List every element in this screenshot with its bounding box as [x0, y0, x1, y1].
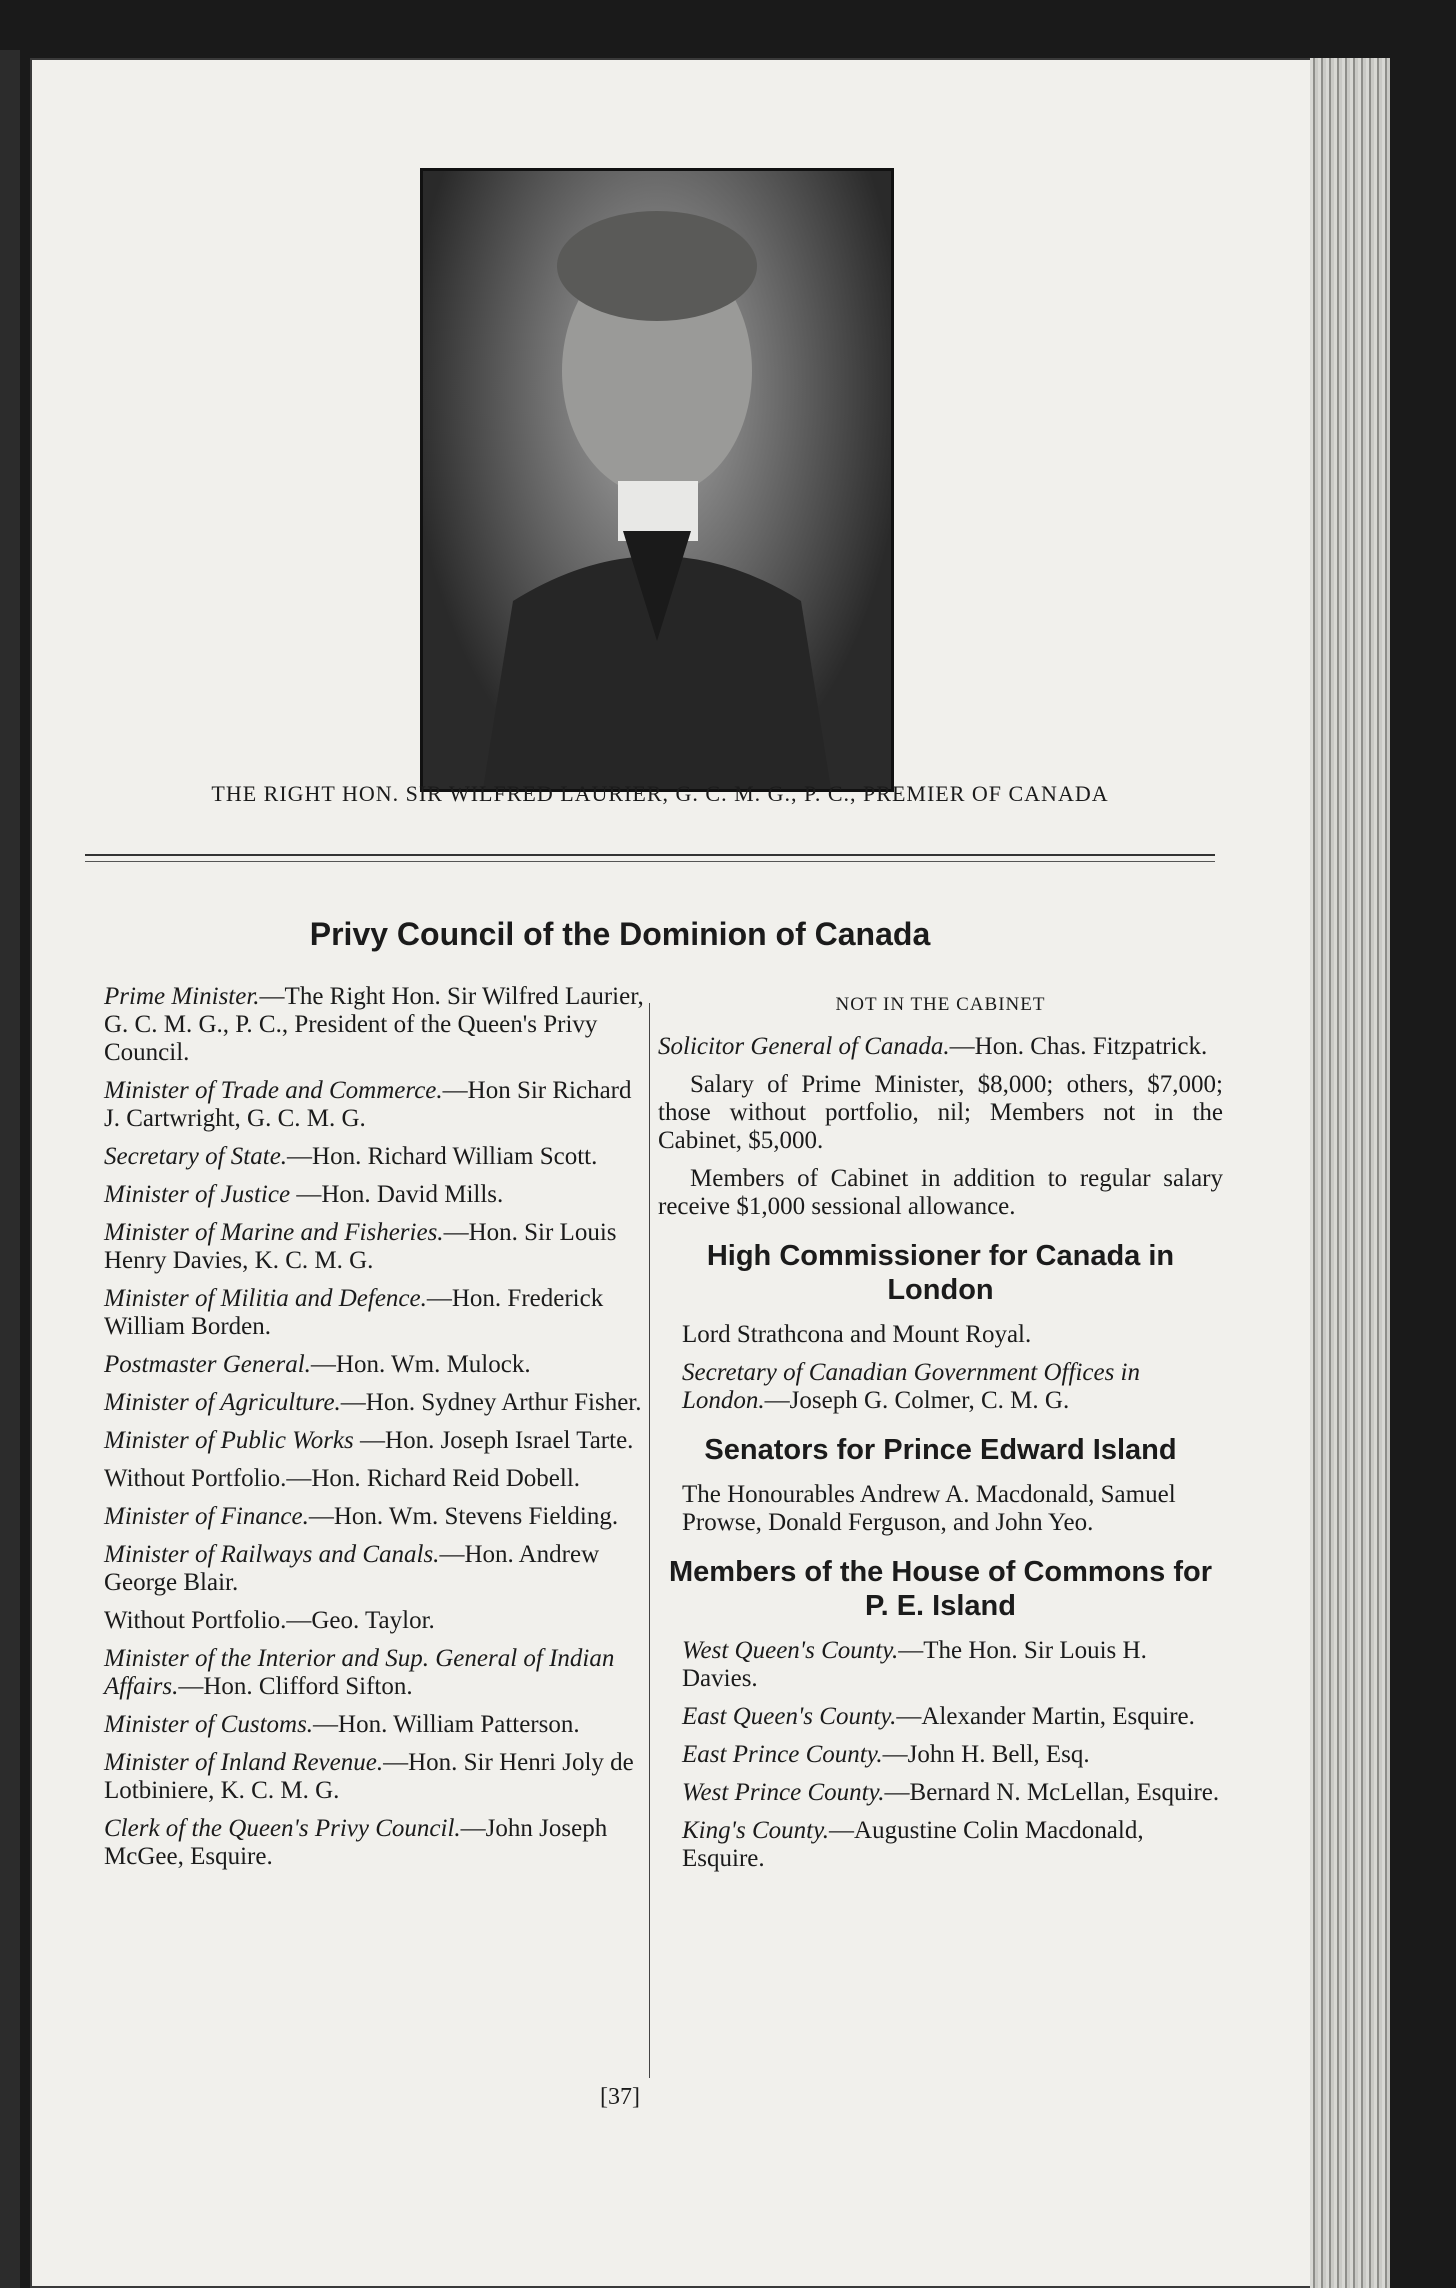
secretary-offices-entry: Secretary of Canadian Government Offices in London.—Joseph G. Colmer, C. M. G. [682, 1359, 1141, 1414]
commons-entry [658, 1637, 1223, 1693]
council-entry-text: —Hon. Frederick William Borden. [104, 1285, 604, 1340]
commons-entry [658, 1703, 1223, 1731]
council-entry [80, 1285, 645, 1341]
council-entry-text: —Hon. Sydney Arthur Fisher. [340, 1389, 642, 1416]
council-entry-text: —Hon. Joseph Israel Tarte. [353, 1427, 634, 1454]
left-column [80, 983, 645, 1881]
council-entry-role: Minister of Inland Revenue. [104, 1749, 384, 1776]
council-entry-role: Clerk of the Queen's Privy Council. [104, 1815, 461, 1842]
portrait-caption: THE RIGHT HON. SIR WILFRED LAURIER, G. C. M. G., P. C., PREMIER OF CANADA [211, 781, 1109, 806]
book-gutter [0, 50, 20, 2288]
council-entry-text: —Hon. Wm. Mulock. [310, 1351, 531, 1378]
council-entry [80, 1815, 645, 1871]
commons-entry-text: —Augustine Colin Macdonald, Esquire. [682, 1817, 1144, 1872]
council-entry [80, 1427, 645, 1455]
council-entry-text: Without Portfolio.—Hon. Richard Reid Dobell. [104, 1465, 581, 1492]
commons-heading: Members of the House of Commons for P. E. Island [669, 1556, 1212, 1622]
members-paragraph: Members of Cabinet in addition to regular salary receive $1,000 sessional allowance. [658, 1165, 1223, 1220]
council-entry [80, 1645, 645, 1701]
council-entry [80, 1749, 645, 1805]
council-entry-text: —The Right Hon. Sir Wilfred Laurier, G. C. M. G., P. C., President of the Queen's Privy Council. [104, 983, 644, 1066]
page-edges [1310, 58, 1390, 2288]
council-entry-text: Without Portfolio.—Geo. Taylor. [104, 1607, 435, 1634]
council-entry-text: —Hon Sir Richard J. Cartwright, G. C. M. G. [104, 1077, 632, 1132]
council-entry-role: Minister of Militia and Defence. [104, 1285, 427, 1312]
senators-text: The Honourables Andrew A. Macdonald, Samuel Prowse, Donald Ferguson, and John Yeo. [682, 1481, 1176, 1536]
not-in-cabinet-heading: NOT IN THE CABINET [835, 994, 1046, 1015]
council-entry-text: —Hon. Richard William Scott. [287, 1143, 598, 1170]
council-entry-role: Minister of Agriculture. [104, 1389, 341, 1416]
column-divider [649, 1003, 650, 2078]
council-entry [80, 1351, 645, 1379]
council-entry [80, 1181, 645, 1209]
portrait-photo [420, 168, 894, 792]
commons-entry-role: West Prince County. [682, 1779, 885, 1806]
council-entry-text: —Hon. Sir Henri Joly de Lotbiniere, K. C. M. G. [104, 1749, 634, 1804]
council-entry-text: —Hon. David Mills. [290, 1181, 504, 1208]
high-commissioner-text: Lord Strathcona and Mount Royal. [682, 1321, 1032, 1348]
page-number: [37] [600, 2084, 640, 2110]
commons-entry-text: —Alexander Martin, Esquire. [896, 1703, 1195, 1730]
commons-entry-role: West Queen's County. [682, 1637, 899, 1664]
commons-entry [658, 1779, 1223, 1807]
council-entry [80, 1465, 645, 1493]
council-entry-role: Minister of Marine and Fisheries. [104, 1219, 444, 1246]
commons-entry [658, 1741, 1223, 1769]
solicitor-entry: Solicitor General of Canada.—Hon. Chas. Fitzpatrick. [658, 1033, 1208, 1060]
council-entry-text: —John Joseph McGee, Esquire. [104, 1815, 608, 1870]
senators-heading: Senators for Prince Edward Island [704, 1434, 1177, 1466]
divider-line [85, 854, 1215, 856]
council-entry-text: —Hon. Sir Louis Henry Davies, K. C. M. G. [104, 1219, 617, 1274]
council-entry [80, 983, 645, 1067]
council-entry [80, 1219, 645, 1275]
council-entry [80, 1143, 645, 1171]
council-entry-role: Prime Minister. [104, 983, 260, 1010]
council-entry [80, 1541, 645, 1597]
council-entry-role: Secretary of State. [104, 1143, 288, 1170]
commons-entry-text: —John H. Bell, Esq. [882, 1741, 1090, 1768]
council-entry [80, 1389, 645, 1417]
council-entry [80, 1607, 645, 1635]
council-entry-role: Minister of Justice [104, 1181, 291, 1208]
commons-entry [658, 1817, 1223, 1873]
council-entry-role: Minister of Railways and Canals. [104, 1541, 440, 1568]
council-entry-role: Minister of Finance. [104, 1503, 309, 1530]
council-entry-role: Minister of Public Works [104, 1427, 354, 1454]
council-entry-role: Postmaster General. [104, 1351, 311, 1378]
commons-entry-role: East Prince County. [682, 1741, 883, 1768]
commons-entry-text: —The Hon. Sir Louis H. Davies. [682, 1637, 1147, 1692]
council-entry-text: —Hon. Clifford Sifton. [178, 1673, 413, 1700]
council-entry [80, 1711, 645, 1739]
council-entry-role: Minister of Customs. [104, 1711, 314, 1738]
council-entry-text: —Hon. Andrew George Blair. [104, 1541, 600, 1596]
commons-entry-text: —Bernard N. McLellan, Esquire. [884, 1779, 1220, 1806]
salary-paragraph: Salary of Prime Minister, $8,000; others, $7,000; those without portfolio, nil; Members not in the Cabinet, $5,000. [658, 1071, 1223, 1154]
council-entry-text: —Hon. Wm. Stevens Fielding. [308, 1503, 619, 1530]
council-entry-text: —Hon. William Patterson. [313, 1711, 580, 1738]
council-entry [80, 1503, 645, 1531]
high-commissioner-heading: High Commissioner for Canada in London [706, 1240, 1175, 1306]
divider-line-thin [85, 861, 1215, 862]
commons-entry-role: King's County. [682, 1817, 830, 1844]
portrait-figure [423, 171, 891, 789]
book-page [30, 58, 1390, 2288]
council-entry-role: Minister of the Interior and Sup. General of Indian Affairs. [104, 1645, 615, 1700]
commons-list [658, 1637, 1223, 1873]
page-title: Privy Council of the Dominion of Canada [309, 916, 931, 952]
right-column [658, 983, 1223, 1883]
council-entry-role: Minister of Trade and Commerce. [104, 1077, 443, 1104]
commons-entry-role: East Queen's County. [682, 1703, 897, 1730]
council-entry [80, 1077, 645, 1133]
